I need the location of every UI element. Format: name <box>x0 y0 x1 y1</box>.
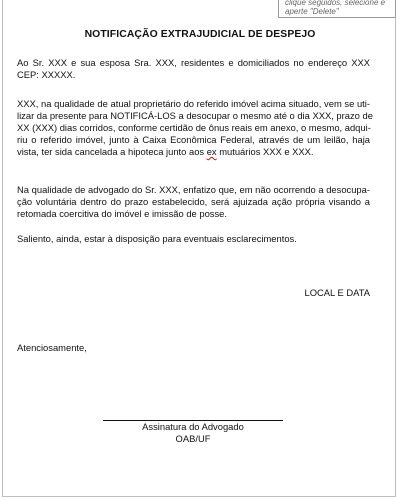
instruction-note-line-2: aperte "Delete" <box>285 6 339 16</box>
paragraph-line: retomada coercitiva do imóvel e imissão de posse. <box>17 208 227 219</box>
paragraph-text: vista, ter sida cancelada a hipoteca junto aos <box>17 146 207 157</box>
paragraph-line <box>17 146 370 158</box>
paragraph-line: lizar da presente para NOTIFICÁ-LOS a desocupar o mesmo até o dia XXX, prazo de <box>17 110 373 121</box>
paragraph-line: Na qualidade de advogado do Sr. XXX, enfatizo que, em não ocorrendo a desocupa- <box>17 184 370 195</box>
paragraph-line: XXX, na qualidade de atual proprietário do referido imóvel acima situado, vem se uti- <box>17 98 370 109</box>
spellcheck-flagged-word: ex <box>206 146 217 157</box>
paragraph-text: mutuários XXX e XXX. <box>216 146 314 157</box>
paragraph-line: Saliento, ainda, estar à disposição para eventuais esclarecimentos. <box>17 233 297 244</box>
signature-label: Assinatura do Advogado <box>142 421 244 432</box>
paragraph-lawyer <box>17 184 370 220</box>
instruction-note-line-1: clique seguidos, selecione e <box>285 0 386 7</box>
paragraph-line: ção voluntária dentro do prazo estabelecido, será ajuizada ação própria visando a <box>17 196 370 207</box>
paragraph-availability <box>17 233 370 245</box>
closing-salutation: Atenciosamente, <box>17 342 87 353</box>
paragraph-addressee <box>17 57 370 81</box>
paragraph-line: CEP: XXXXX. <box>17 69 76 80</box>
instruction-note <box>278 0 396 18</box>
paragraph-line: Ao Sr. XXX e sua esposa Sra. XXX, residentes e domiciliados no endereço XXX <box>17 57 370 68</box>
local-and-date: LOCAL E DATA <box>304 287 370 298</box>
paragraph-line: XX (XXX) dias corridos, conforme certidão de ônus reais em anexo, o mesmo, adqui- <box>17 122 371 133</box>
signature-registration: OAB/UF <box>175 433 211 444</box>
paragraph-line: riu o referido imóvel, junto à Caixa Econômica Federal, através de um leilão, haja <box>17 134 370 145</box>
document-title: NOTIFICAÇÃO EXTRAJUDICIAL DE DESPEJO <box>84 29 316 40</box>
paragraph-notification <box>17 98 373 158</box>
